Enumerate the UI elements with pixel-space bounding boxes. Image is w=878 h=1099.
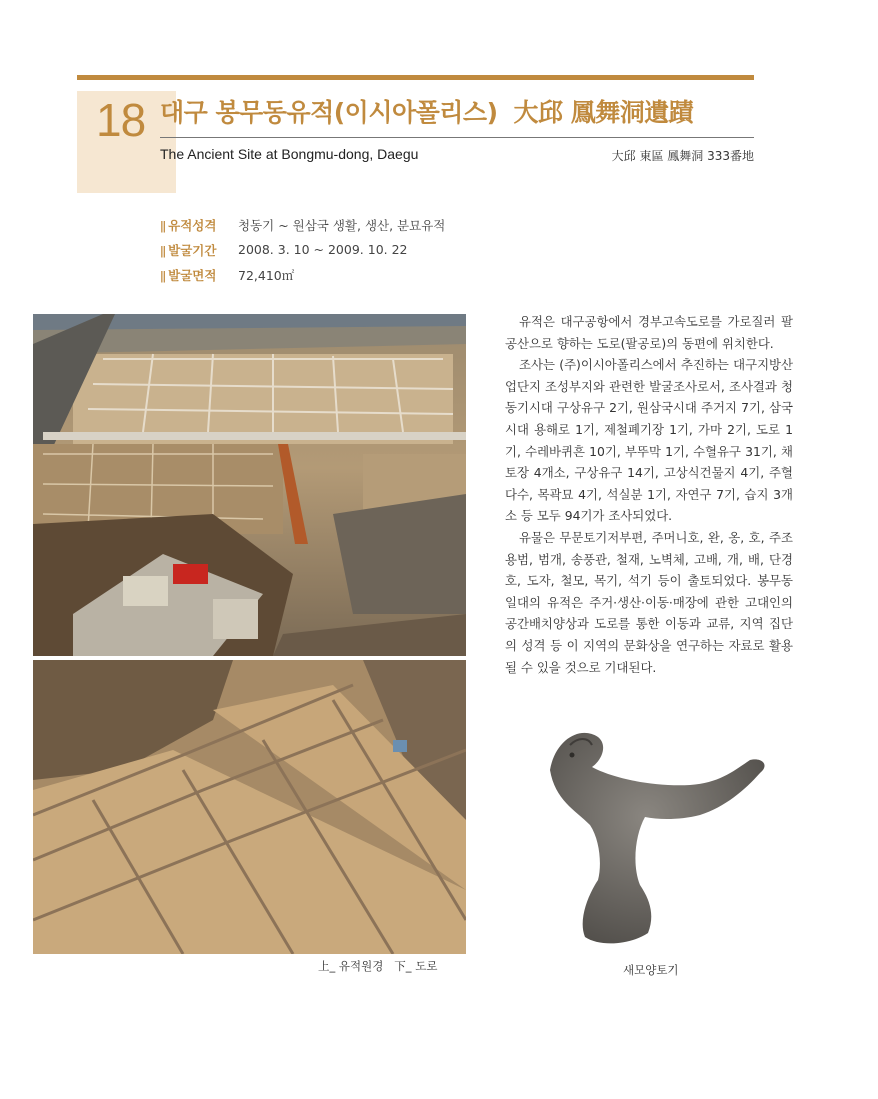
meta-label: ǁ 발굴기간 [160, 242, 217, 258]
title-korean: 대구 봉무동유적(이시아폴리스) [160, 98, 498, 127]
body-text [505, 311, 793, 678]
meta-value: 2008. 3. 10 ~ 2009. 10. 22 [238, 242, 408, 257]
site-address: 大邱 東區 鳳舞洞 333番地 [611, 149, 754, 163]
site-meta [160, 212, 445, 287]
artifact-caption: 새모양토기 [623, 963, 679, 977]
page-title [160, 93, 693, 129]
meta-value: 청동기 ~ 원삼국 생활, 생산, 분묘유적 [238, 217, 446, 233]
meta-value: 72,410㎡ [238, 267, 295, 283]
meta-label: ǁ 발굴면적 [160, 267, 217, 283]
bird-shaped-pottery-image [530, 715, 775, 955]
meta-row [160, 237, 445, 262]
meta-label: ǁ 유적성격 [160, 217, 217, 233]
header-top-rule [77, 75, 754, 80]
aerial-site-photo [33, 314, 466, 656]
site-number: 18 [96, 94, 146, 146]
body-paragraph: 유물은 무문토기저부편, 주머니호, 완, 옹, 호, 주조용범, 범개, 송풍관, 철재, 노벽체, 고배, 개, 배, 단경호, 도자, 철모, 목기, 석기 등이 출토되었다. 봉무동 일대의 유적은 주거·생산·이동·매장에 관한 고대인의 공간배치양상과 도로를 통한 이동과 교류, 지역 집단의 성격 등 이 지역의 문화상을 연구하는 자료로 활용될 수 있을 것으로 기대된다. [505, 529, 793, 675]
body-paragraph: 조사는 (주)이시아폴리스에서 추진하는 대구지방산업단지 조성부지와 관련한 발굴조사로서, 조사결과 청동기시대 구상유구 2기, 원삼국시대 주거지 7기, 삼국시대 용해로 1기, 제철폐기장 1기, 가마 2기, 도로 1기, 수레바퀴흔 10기, 부뚜막 1기, 수혈유구 31기, 채토장 4개소, 구상유구 14기, 고상식건물지 4기, 주혈 다수, 목곽묘 4기, 석실분 1기, 자연구 7기, 습지 3개소 등 모두 94기가 조사되었다. [505, 357, 793, 524]
meta-row [160, 262, 445, 287]
meta-row [160, 212, 445, 237]
photo-caption: 上_ 유적원경 下_ 도로 [318, 959, 438, 973]
road-excavation-photo [33, 660, 466, 954]
body-paragraph: 유적은 대구공항에서 경부고속도로를 가로질러 팔공산으로 향하는 도로(팔공로)의 동편에 위치한다. [505, 314, 793, 351]
title-rule [160, 137, 754, 138]
subtitle-english: The Ancient Site at Bongmu-dong, Daegu [160, 146, 419, 162]
title-hanja: 大邱 鳳舞洞遺蹟 [513, 98, 694, 127]
